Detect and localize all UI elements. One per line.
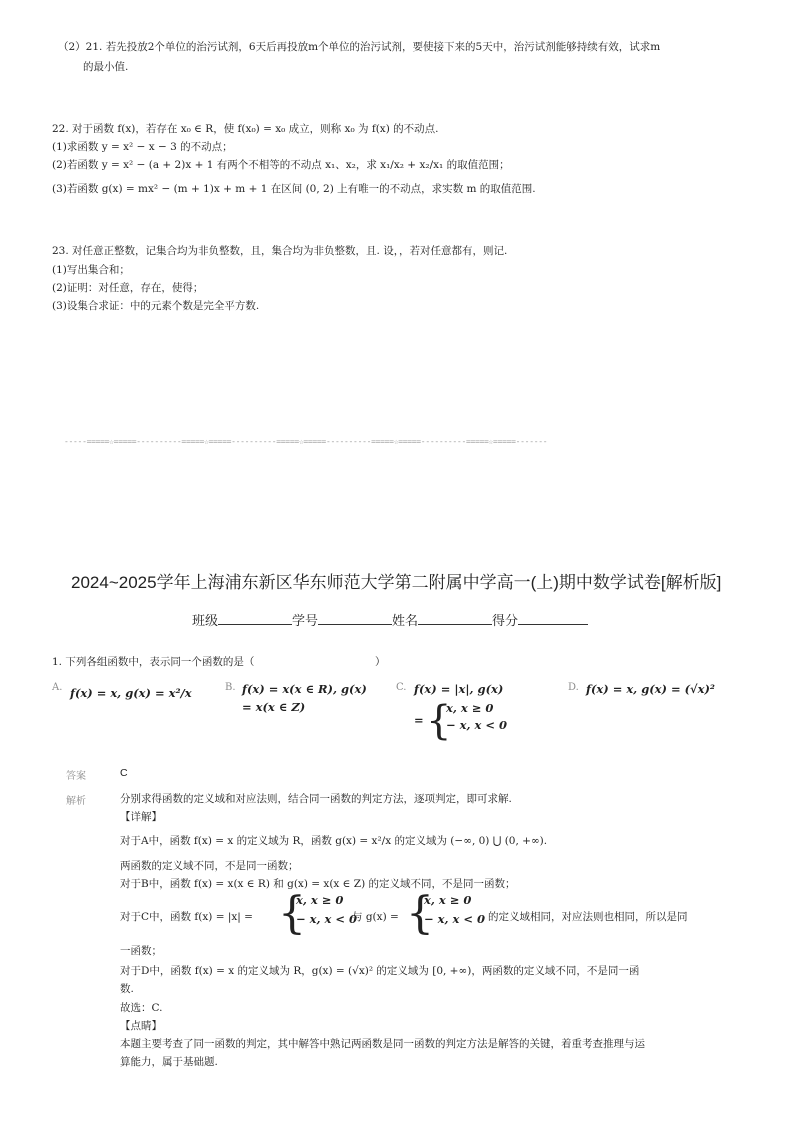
analysis-line13: 算能力，属于基础题. — [120, 1056, 218, 1068]
q22-part2: (2)若函数 y = x² − (a + 2)x + 1 有两个不相等的不动点 x₁、x₂，求 x₁/x₂ + x₂/x₁ 的取值范围； — [52, 159, 510, 171]
analysis-line1: 分别求得函数的定义域和对应法则，结合同一函数的判定方法，逐项判定，即可求解. — [120, 793, 512, 805]
class-label: 班级 — [192, 613, 219, 628]
analysis-line10: 故选：C. — [120, 1002, 163, 1014]
option-b-line2[interactable]: = x(x ∈ Z) — [242, 700, 306, 714]
number-blank[interactable] — [318, 612, 392, 625]
analysis-line2: 【详解】 — [120, 811, 162, 823]
option-b-label: B. — [225, 682, 236, 693]
option-c-eq: = — [414, 713, 424, 727]
option-d-label: D. — [568, 682, 579, 693]
option-c-case2: − x, x < 0 — [446, 718, 508, 732]
analysis-line7: 一函数； — [120, 945, 162, 957]
analysis-case2b: − x, x < 0 — [424, 912, 486, 926]
analysis-line3: 对于A中，函数 f(x) = x 的定义域为 R，函数 g(x) = x²/x 的定义域为 (−∞, 0) ⋃ (0, +∞). — [120, 835, 548, 847]
score-label: 得分 — [492, 613, 519, 628]
analysis-line4: 两函数的定义域不同，不是同一函数； — [120, 860, 299, 872]
option-c-label: C. — [396, 682, 407, 693]
q21-line2: 的最小值. — [83, 61, 129, 73]
option-a-label: A. — [52, 682, 63, 693]
analysis-line6a: 对于C中，函数 f(x) = |x| = — [120, 911, 253, 923]
answer-label: 答案 — [66, 771, 86, 782]
q22-stem: 22. 对于函数 f(x)，若存在 x₀ ∈ R，使 f(x₀) = x₀ 成立，则称 x₀ 为 f(x) 的不动点. — [52, 123, 439, 135]
option-a[interactable]: f(x) = x, g(x) = x²/x — [70, 686, 192, 700]
analysis-line6c: 的定义域相同，对应法则也相同，所以是同 — [488, 911, 688, 923]
analysis-line5: 对于B中，函数 f(x) = x(x ∈ R) 和 g(x) = x(x ∈ Z) 的定义域不同，不是同一函数； — [120, 878, 516, 890]
q21-line1: （2）21. 若先投放2个单位的治污试剂，6天后再投放m个单位的治污试剂，要使接下来的5天中，治污试剂能够持续有效，试求m — [58, 41, 661, 53]
analysis-line12: 本题主要考查了同一函数的判定，其中解答中熟记两函数是同一函数的判定方法是解答的关键，着重考查推理与运 — [120, 1038, 645, 1050]
q23-part2: (2)证明：对任意，存在，使得； — [52, 282, 204, 294]
score-blank[interactable] — [518, 612, 588, 625]
analysis-case2a: x, x ≥ 0 — [424, 893, 472, 907]
option-b-line1[interactable]: f(x) = x(x ∈ R), g(x) — [242, 682, 367, 696]
option-c-line1[interactable]: f(x) = |x|, g(x) — [414, 682, 504, 696]
answer-value: C — [120, 767, 128, 779]
name-blank[interactable] — [418, 612, 492, 625]
q23-stem: 23. 对任意正整数，记集合均为非负整数，且，集合均为非负整数，且. 设，，若对任意都有，则记. — [52, 245, 508, 257]
analysis-case1b: − x, x < 0 — [296, 912, 358, 926]
analysis-line6b: 与 g(x) = — [352, 911, 399, 923]
class-blank[interactable] — [218, 612, 292, 625]
name-label: 姓名 — [392, 613, 419, 628]
number-label: 学号 — [292, 613, 319, 628]
option-c-brace: { — [426, 698, 452, 744]
analysis-brace-2: { — [406, 888, 434, 939]
option-c-case1: x, x ≥ 0 — [446, 701, 494, 715]
q23-part3: (3)设集合求证：中的元素个数是完全平方数. — [52, 300, 260, 312]
exam-title: 2024~2025学年上海浦东新区华东师范大学第二附属中学高一(上)期中数学试卷[解析版] — [71, 573, 722, 592]
q22-part3: (3)若函数 g(x) = mx² − (m + 1)x + m + 1 在区间 (0, 2) 上有唯一的不动点，求实数 m 的取值范围. — [52, 183, 536, 195]
q1-stem: 1. 下列各组函数中，表示同一个函数的是（ — [52, 656, 255, 668]
analysis-label: 解析 — [66, 796, 86, 807]
analysis-line11: 【点睛】 — [120, 1020, 162, 1032]
page-divider: -----=====☆=====----------=====☆=====----------=====☆=====----------=====☆=====----------=====☆=====------- — [64, 437, 548, 446]
option-d[interactable]: f(x) = x, g(x) = (√x)² — [586, 682, 715, 696]
analysis-brace-1: { — [278, 888, 306, 939]
analysis-line9: 数. — [120, 983, 134, 995]
q22-part1: (1)求函数 y = x² − x − 3 的不动点； — [52, 141, 233, 153]
q1-stem-end: ） — [375, 656, 386, 668]
class-field — [192, 610, 588, 629]
analysis-case1a: x, x ≥ 0 — [296, 893, 344, 907]
analysis-line8: 对于D中，函数 f(x) = x 的定义域为 R，g(x) = (√x)² 的定义域为 [0, +∞)，两函数的定义域不同，不是同一函 — [120, 965, 640, 977]
q23-part1: (1)写出集合和； — [52, 264, 130, 276]
